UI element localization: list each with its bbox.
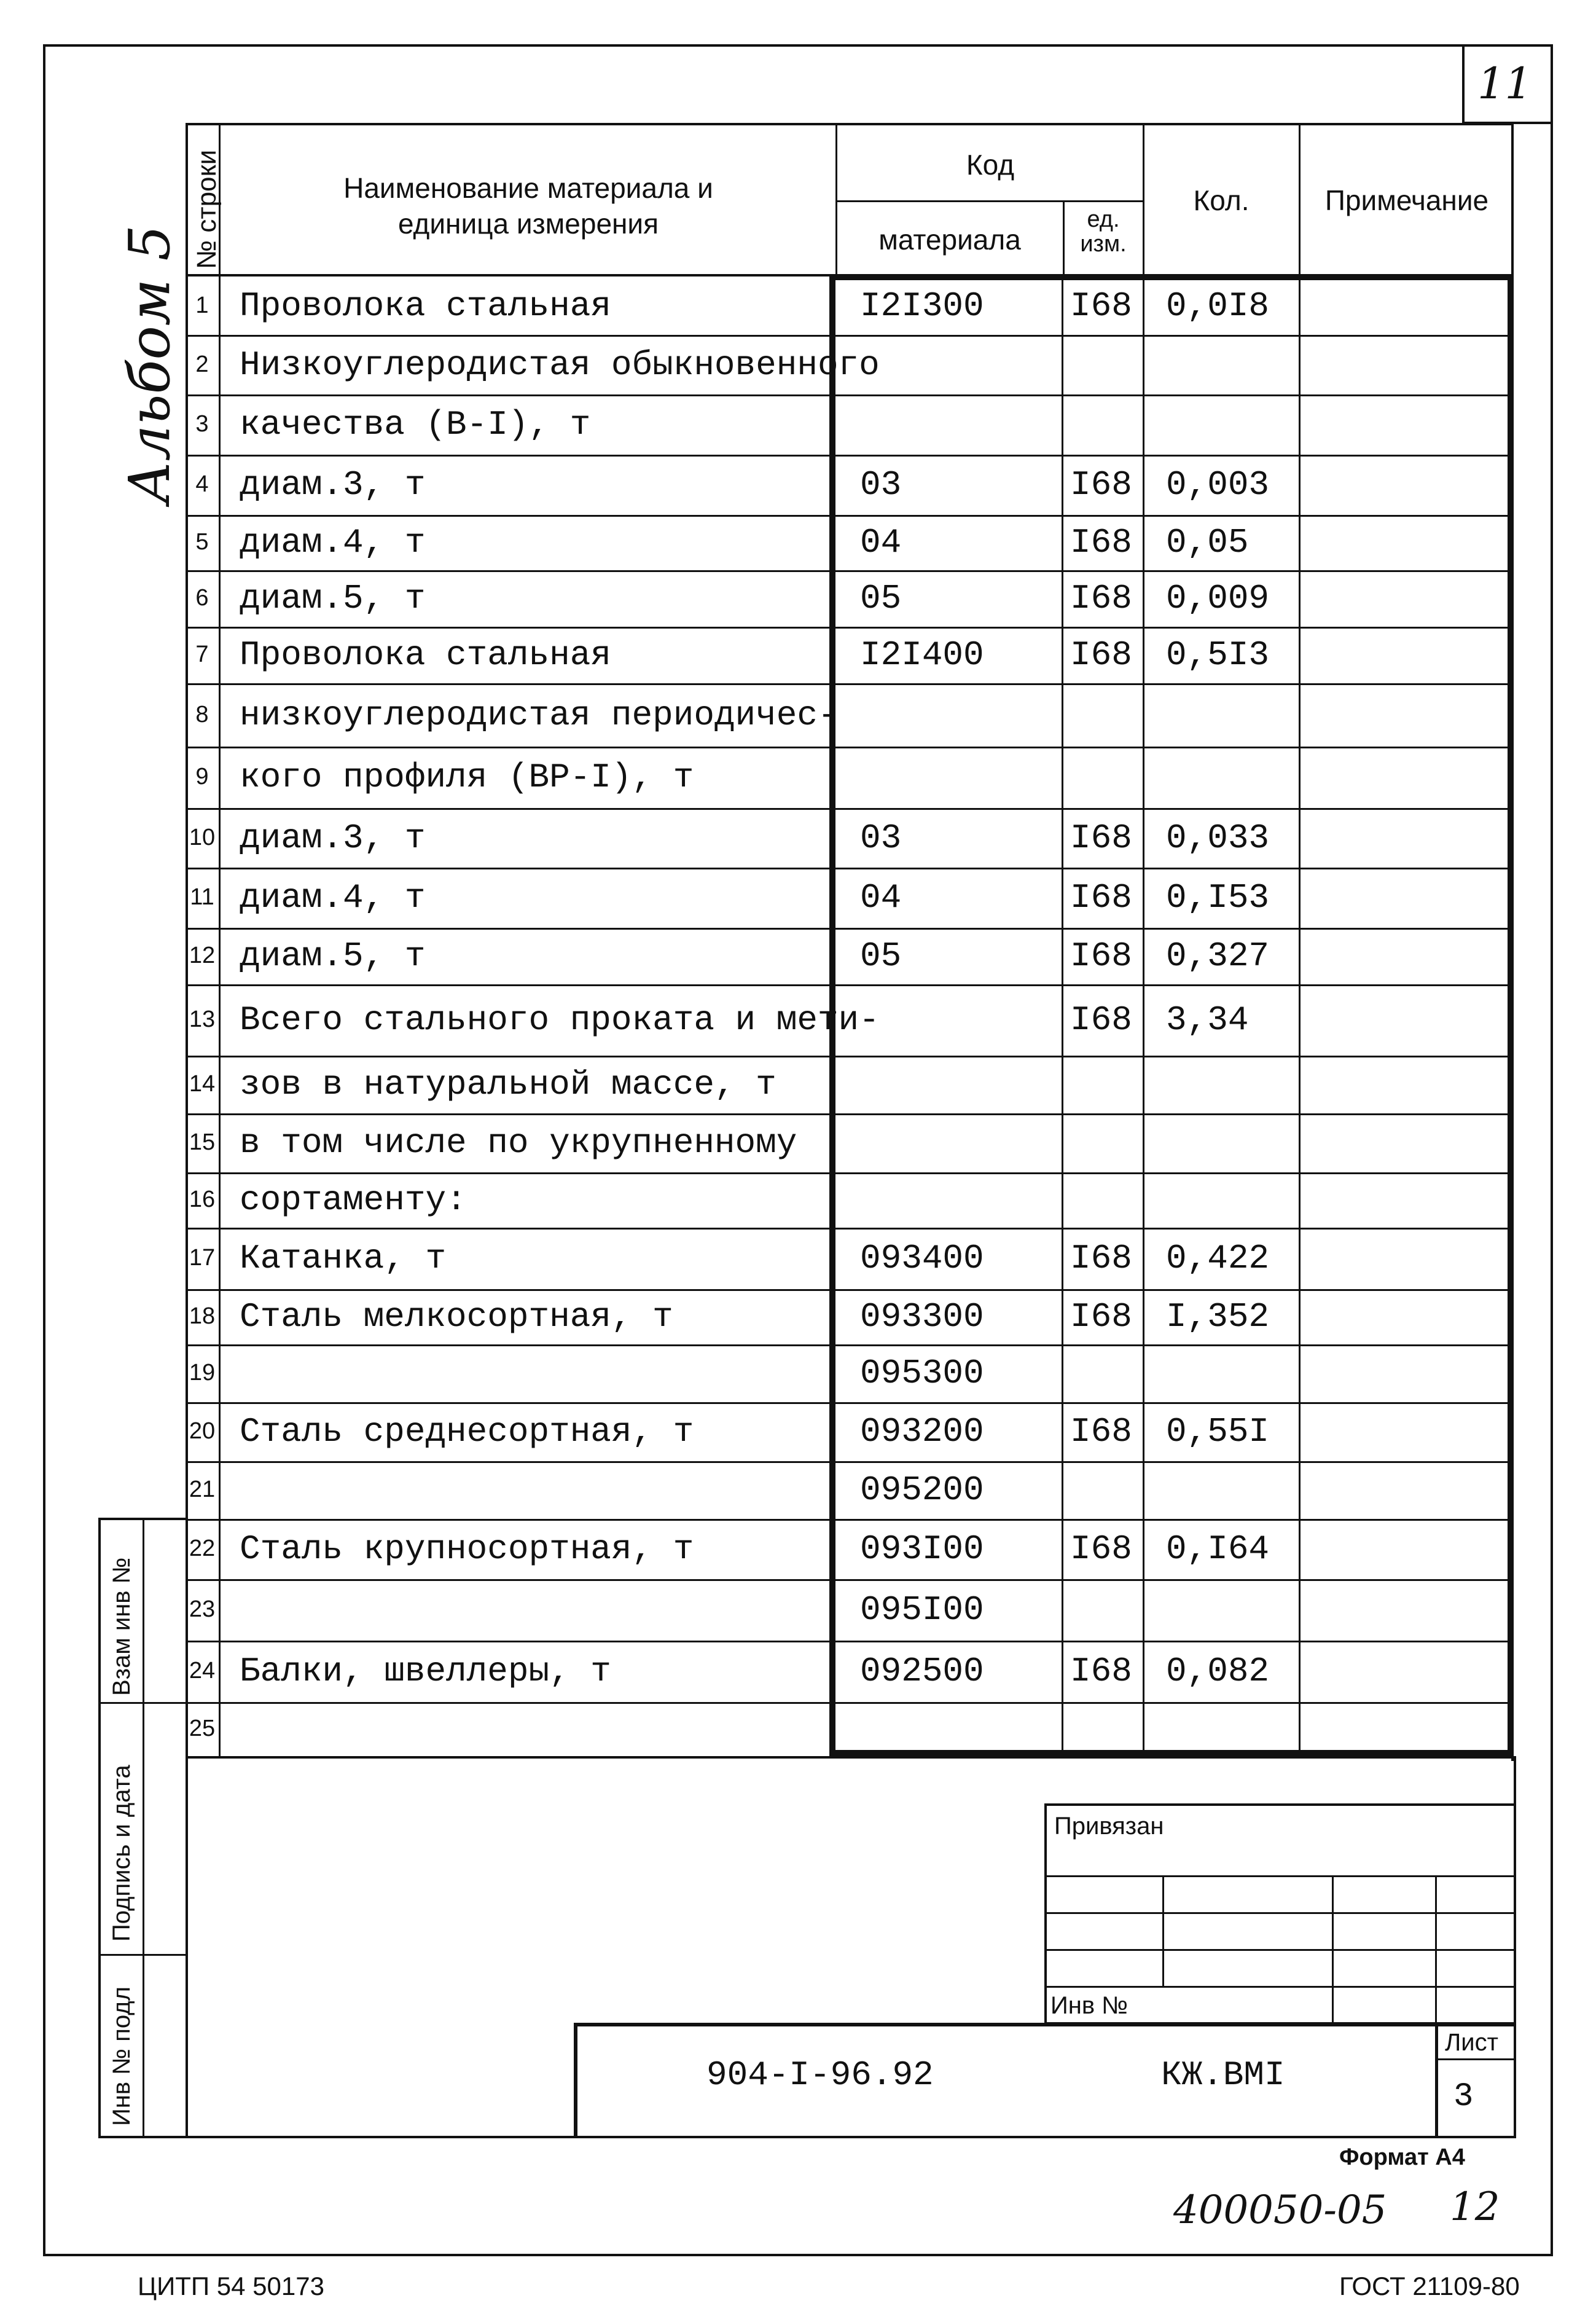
material-code: 093200 xyxy=(860,1412,984,1451)
unit-code: I68 xyxy=(1070,1412,1132,1451)
album-label: Альбом 5 xyxy=(117,225,182,504)
row-line xyxy=(186,1461,1514,1463)
unit-code: I68 xyxy=(1070,1297,1132,1336)
privyazan-line xyxy=(1044,1949,1515,1951)
privyazan-col xyxy=(1162,1875,1164,1986)
row-number: 1 xyxy=(195,292,209,318)
material-name: диам.5, т xyxy=(240,936,426,976)
unit-code: I68 xyxy=(1070,818,1132,858)
material-code: I2I300 xyxy=(860,286,984,326)
header-unit: ед. изм. xyxy=(1080,206,1127,257)
material-code: 095300 xyxy=(860,1354,984,1393)
unit-code: I68 xyxy=(1070,878,1132,917)
material-name: Проволока стальная xyxy=(240,635,611,675)
row-line xyxy=(186,1519,1514,1521)
row-number: 16 xyxy=(189,1186,216,1212)
material-code: 095200 xyxy=(860,1470,984,1510)
side-vzam-inv: Взам инв № xyxy=(108,1557,135,1696)
row-number: 3 xyxy=(195,411,209,437)
row-line xyxy=(186,683,1514,685)
side-divider xyxy=(143,1518,144,2138)
quantity: 0,033 xyxy=(1166,818,1270,858)
quantity: 0,422 xyxy=(1166,1239,1270,1278)
row-number: 8 xyxy=(195,702,209,728)
row-number: 19 xyxy=(189,1360,216,1386)
unit-code: I68 xyxy=(1070,286,1132,326)
material-name: диам.3, т xyxy=(240,465,426,504)
material-code: 03 xyxy=(860,818,902,858)
unit-code: I68 xyxy=(1070,635,1132,675)
material-name: диам.5, т xyxy=(240,579,426,618)
row-line xyxy=(186,1579,1514,1581)
row-line xyxy=(186,1402,1514,1404)
material-code: 092500 xyxy=(860,1652,984,1691)
header-name: Наименование материала и единица измерения xyxy=(343,172,713,240)
row-number: 11 xyxy=(190,884,214,910)
quantity: 3,34 xyxy=(1166,1000,1249,1040)
material-name: в том числе по укрупненному xyxy=(240,1123,797,1163)
header-code: Код xyxy=(966,149,1015,181)
row-line xyxy=(186,984,1514,986)
material-name: Сталь среднесортная, т xyxy=(240,1412,694,1451)
unit-code: I68 xyxy=(1070,936,1132,976)
quantity: 0,55I xyxy=(1166,1412,1270,1451)
unit-code: I68 xyxy=(1070,1000,1132,1040)
row-number: 21 xyxy=(189,1477,216,1502)
material-name: Сталь крупносортная, т xyxy=(240,1529,694,1569)
handwritten-page: 12 xyxy=(1450,2184,1500,2230)
sheet-number: 3 xyxy=(1453,2078,1474,2116)
material-code: 095I00 xyxy=(860,1590,984,1630)
material-name: низкоуглеродистая периодичес- xyxy=(240,696,839,735)
row-line xyxy=(186,1228,1514,1230)
row-number: 12 xyxy=(189,943,216,968)
row-number: 9 xyxy=(195,764,209,790)
material-code: I2I400 xyxy=(860,635,984,675)
material-code: 05 xyxy=(860,936,902,976)
material-name: диам.3, т xyxy=(240,818,426,858)
row-line xyxy=(186,808,1514,810)
unit-code: I68 xyxy=(1070,1239,1132,1278)
code-subdivider xyxy=(837,200,1144,202)
material-name: Проволока стальная xyxy=(240,286,611,326)
material-name: сортаменту: xyxy=(240,1180,467,1220)
row-line xyxy=(186,394,1514,396)
privyazan-col xyxy=(1332,1875,1334,2023)
row-line xyxy=(186,335,1514,337)
row-line xyxy=(186,570,1514,572)
material-name: диам.4, т xyxy=(240,523,426,562)
material-name: Катанка, т xyxy=(240,1239,447,1278)
material-name: качества (В-I), т xyxy=(240,405,591,444)
quantity: 0,009 xyxy=(1166,579,1270,618)
material-code: 03 xyxy=(860,465,902,504)
inv-no-label: Инв № xyxy=(1050,1992,1129,2019)
row-line xyxy=(186,515,1514,517)
material-code: 093I00 xyxy=(860,1529,984,1569)
privyazan-col xyxy=(1435,1875,1437,2023)
row-line xyxy=(186,1056,1514,1057)
sheet-line xyxy=(1435,2058,1515,2060)
side-podpis-data: Подпись и дата xyxy=(108,1765,135,1942)
quantity: 0,I64 xyxy=(1166,1529,1270,1569)
row-number: 4 xyxy=(195,471,209,497)
unit-code: I68 xyxy=(1070,1652,1132,1691)
quantity: 0,I53 xyxy=(1166,878,1270,917)
material-name: диам.4, т xyxy=(240,878,426,917)
row-line xyxy=(186,1113,1514,1115)
doc-code: 904-I-96.92 xyxy=(706,2055,934,2095)
format-label: Формат А4 xyxy=(1339,2144,1465,2170)
row-number: 2 xyxy=(195,351,209,377)
header-qty: Кол. xyxy=(1193,184,1250,216)
material-code: 04 xyxy=(860,878,902,917)
unit-code: I68 xyxy=(1070,1529,1132,1569)
row-line xyxy=(186,627,1514,629)
unit-code: I68 xyxy=(1070,523,1132,562)
quantity: 0,0I8 xyxy=(1166,286,1270,326)
col-line xyxy=(1143,274,1144,1756)
row-number: 13 xyxy=(189,1006,216,1032)
quantity: 0,003 xyxy=(1166,465,1270,504)
col-line xyxy=(1063,200,1065,277)
row-number: 23 xyxy=(189,1596,216,1622)
sheet-label: Лист xyxy=(1445,2029,1498,2056)
row-line xyxy=(186,1344,1514,1346)
material-name: Сталь мелкосортная, т xyxy=(240,1297,673,1336)
material-name: Низкоуглеродистая обыкновенного xyxy=(240,345,880,385)
row-line xyxy=(186,455,1514,457)
quantity: 0,5I3 xyxy=(1166,635,1270,675)
material-code: 093400 xyxy=(860,1239,984,1278)
quantity: 0,082 xyxy=(1166,1652,1270,1691)
row-number: 14 xyxy=(189,1071,216,1097)
material-name: Балки, швеллеры, т xyxy=(240,1652,611,1691)
row-number: 10 xyxy=(189,825,216,850)
row-number: 22 xyxy=(189,1536,216,1561)
row-line xyxy=(186,1641,1514,1642)
row-number: 7 xyxy=(195,641,209,667)
row-number: 17 xyxy=(189,1245,216,1271)
row-number: 5 xyxy=(195,529,209,555)
row-line xyxy=(186,1702,1514,1704)
col-line xyxy=(1062,274,1063,1756)
quantity: I,352 xyxy=(1166,1297,1270,1336)
material-code: 093300 xyxy=(860,1297,984,1336)
side-inv-podl: Инв № подл xyxy=(108,1987,135,2126)
table-bottom-line xyxy=(186,1756,1514,1759)
material-code: 05 xyxy=(860,579,902,618)
header-note: Примечание xyxy=(1324,184,1489,216)
handwritten-code: 400050-05 xyxy=(1173,2187,1387,2233)
doc-mark: КЖ.ВМI xyxy=(1161,2055,1285,2095)
row-number: 6 xyxy=(195,585,209,611)
privyazan-label: Привязан xyxy=(1054,1813,1164,1840)
sheet-col-line xyxy=(1435,2023,1438,2137)
col-line xyxy=(1299,274,1301,1756)
footer-left: ЦИТП 54 50173 xyxy=(138,2272,324,2300)
col-line xyxy=(219,274,221,1756)
row-number: 15 xyxy=(189,1129,216,1155)
material-name: зов в натуральной массе, т xyxy=(240,1065,776,1104)
row-line xyxy=(186,928,1514,930)
privyazan-line xyxy=(1044,1912,1515,1914)
header-row-number: № строки xyxy=(192,149,222,269)
quantity: 0,327 xyxy=(1166,936,1270,976)
row-line xyxy=(186,1289,1514,1291)
privyazan-line xyxy=(1044,1986,1515,1988)
footer-right: ГОСТ 21109-80 xyxy=(1339,2272,1520,2300)
row-line xyxy=(186,1172,1514,1174)
unit-code: I68 xyxy=(1070,579,1132,618)
row-number: 25 xyxy=(189,1716,216,1741)
material-name: кого профиля (ВР-I), т xyxy=(240,758,694,797)
row-line xyxy=(186,747,1514,748)
row-number: 18 xyxy=(189,1303,216,1329)
unit-code: I68 xyxy=(1070,465,1132,504)
quantity: 0,05 xyxy=(1166,523,1249,562)
header-material: материала xyxy=(878,224,1021,256)
row-number: 24 xyxy=(189,1658,216,1684)
privyazan-line xyxy=(1044,1875,1515,1877)
row-line xyxy=(186,868,1514,869)
row-number: 20 xyxy=(189,1418,216,1444)
page-number-handwritten: 11 xyxy=(1477,58,1533,109)
material-name: Всего стального проката и мети- xyxy=(240,1000,880,1040)
material-code: 04 xyxy=(860,523,902,562)
